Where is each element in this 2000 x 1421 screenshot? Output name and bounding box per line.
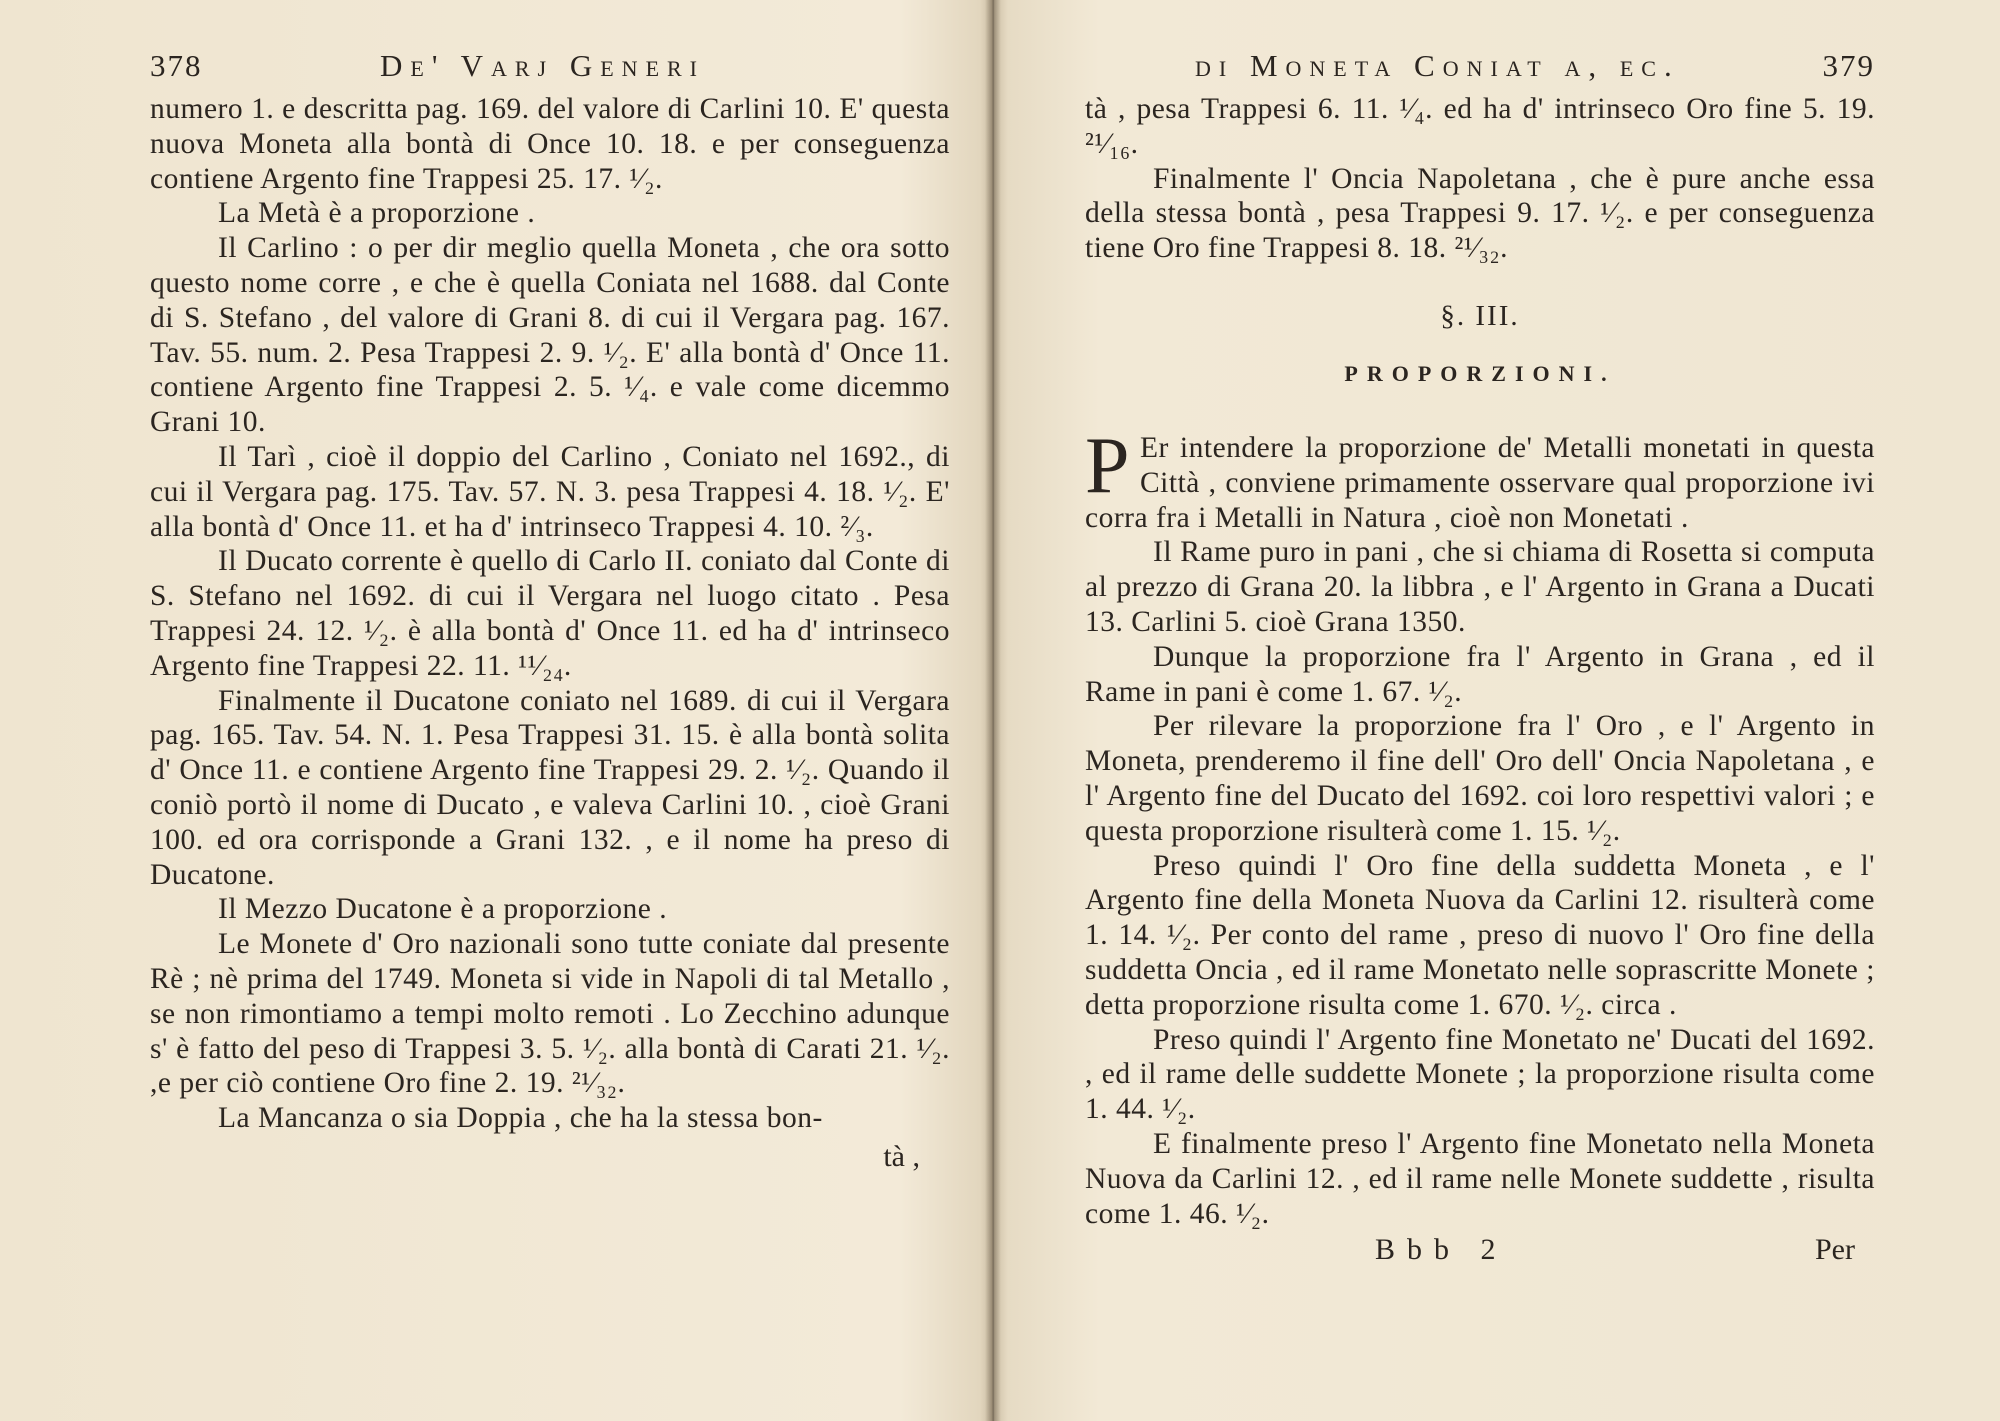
left-paragraph: La Mancanza o sia Doppia , che ha la stessa bon- [218, 1102, 823, 1135]
left-paragraph: Il Tarì , cioè il doppio del Carlino , Coniato nel 1692., di cui il Vergara pag. 175. Tav. 57. N. 3. pesa Trappesi 4. 18. ¹⁄₂. E' alla bontà d' Once 11. et ha d' intrinseco Trappesi 4. 10. ²⁄₃. [150, 440, 950, 543]
left-page-number: 378 [150, 48, 203, 83]
right-paragraph: Preso quindi l' Argento fine Monetato ne' Ducati del 1692. , ed il rame delle suddette Monete ; la proporzione risulta come 1. 44. ¹⁄₂. [1085, 1023, 1875, 1126]
right-paragraph-with-dropcap [1085, 421, 1875, 535]
book-gutter [985, 0, 1001, 1421]
right-paragraph: tà , pesa Trappesi 6. 11. ¹⁄₄. ed ha d' intrinseco Oro fine 5. 19. ²¹⁄₁₆. [1085, 93, 1875, 160]
right-paragraph: E finalmente preso l' Argento fine Monetato nella Moneta Nuova da Carlini 12. , ed il rame nelle Monete suddette , risulta come 1. 46. ¹⁄₂. [1085, 1127, 1875, 1230]
drop-cap: P [1085, 421, 1130, 510]
left-running-head [150, 40, 950, 92]
left-running-title: De' Varj Generi [380, 48, 706, 83]
signature-mark: Bbb 2 [1375, 1233, 1508, 1267]
right-page-text [1085, 92, 1875, 1231]
section-heading: PROPORZIONI. [1344, 360, 1616, 386]
section-number: §. III. [1440, 299, 1520, 332]
left-paragraph: Il Carlino : o per dir meglio quella Moneta , che ora sotto questo nome corre , e che è quella Coniata nel 1688. dal Conte di S. Stefano , del valore di Grani 8. di cui il Vergara pag. 167. Tav. 55. num. 2. Pesa Trappesi 2. 9. ¹⁄₂. E' alla bontà d' Once 11. contiene Argento fine Trappesi 2. 5. ¹⁄₄. e vale come dicemmo Grani 10. [150, 232, 950, 439]
right-page-number: 379 [1822, 48, 1875, 83]
left-paragraph: Le Monete d' Oro nazionali sono tutte coniate dal presente Rè ; nè prima del 1749. Moneta si vide in Napoli di tal Metallo , se non rimontiamo a tempi molto remoti . Lo Zecchino adunque s' è fatto del peso di Trappesi 3. 5. ¹⁄₂. alla bontà di Carati 21. ¹⁄₂. ,e per ciò contiene Oro fine 2. 19. ²¹⁄₃₂. [150, 928, 950, 1100]
right-catchword: Per [1815, 1233, 1855, 1267]
left-paragraph: La Metà è a proporzione . [218, 197, 536, 230]
left-catchword: tà , [883, 1139, 920, 1173]
dropcap-paragraph-text: Er intendere la proporzione de' Metalli monetati in questa Città , conviene primamente osservare qual proporzione ivi corra fra i Metalli in Natura , cioè non Monetati . [1085, 431, 1875, 534]
right-footer [1085, 1231, 1875, 1271]
left-paragraph: numero 1. e descritta pag. 169. del valore di Carlini 10. E' questa nuova Moneta alla bontà di Once 10. 18. e per conseguenza contiene Argento fine Trappesi 25. 17. ¹⁄₂. [150, 93, 950, 195]
right-running-title: di Moneta Coniat a, ec. [1195, 48, 1680, 83]
right-paragraph: Preso quindi l' Oro fine della suddetta Moneta , e l' Argento fine della Moneta Nuova da Carlini 12. risulterà come 1. 14. ¹⁄₂. Per conto del rame , preso di nuovo l' Oro fine della suddetta Oncia , ed il rame Monetato nelle soprascritte Monete ; detta proporzione risulta come 1. 670. ¹⁄₂. circa . [1085, 849, 1875, 1021]
left-paragraph: Il Ducato corrente è quello di Carlo II. coniato dal Conte di S. Stefano nel 1692. di cui il Vergara nel luogo citato . Pesa Trappesi 24. 12. ¹⁄₂. è alla bontà d' Once 11. ed ha d' intrinseco Argento fine Trappesi 22. 11. ¹¹⁄₂₄. [150, 545, 950, 682]
left-paragraph: Il Mezzo Ducatone è a proporzione . [218, 893, 668, 926]
right-paragraph: Dunque la proporzione fra l' Argento in Grana , ed il Rame in pani è come 1. 67. ¹⁄₂. [1085, 640, 1875, 708]
right-paragraph: Finalmente l' Oncia Napoletana , che è pure anche essa della stessa bontà , pesa Trappesi 9. 17. ¹⁄₂. e per conseguenza tiene Oro fine Trappesi 8. 18. ²¹⁄₃₂. [1085, 162, 1875, 265]
right-running-head [1085, 40, 1875, 92]
left-footer [150, 1136, 950, 1176]
right-page [1085, 40, 1875, 1400]
left-page [150, 40, 950, 1400]
left-page-text [150, 92, 950, 1136]
right-paragraph: Il Rame puro in pani , che si chiama di Rosetta si computa al prezzo di Grana 20. la libbra , e l' Argento in Grana a Ducati 13. Carlini 5. cioè Grana 1350. [1085, 536, 1875, 638]
right-paragraph: Per rilevare la proporzione fra l' Oro , e l' Argento in Moneta, prenderemo il fine dell' Oro dell' Oncia Napoletana , e l' Argento fine del Ducato del 1692. coi loro respettivi valori ; e questa proporzione risulterà come 1. 15. ¹⁄₂. [1085, 710, 1875, 847]
left-paragraph: Finalmente il Ducatone coniato nel 1689. di cui il Vergara pag. 165. Tav. 54. N. 1. Pesa Trappesi 31. 15. è alla bontà solita d' Once 11. e contiene Argento fine Trappesi 29. 2. ¹⁄₂. Quando il coniò portò il nome di Ducato , e valeva Carlini 10. , cioè Grani 100. ed ora corrisponde a Grani 132. , e il nome ha preso di Ducatone. [150, 684, 950, 891]
